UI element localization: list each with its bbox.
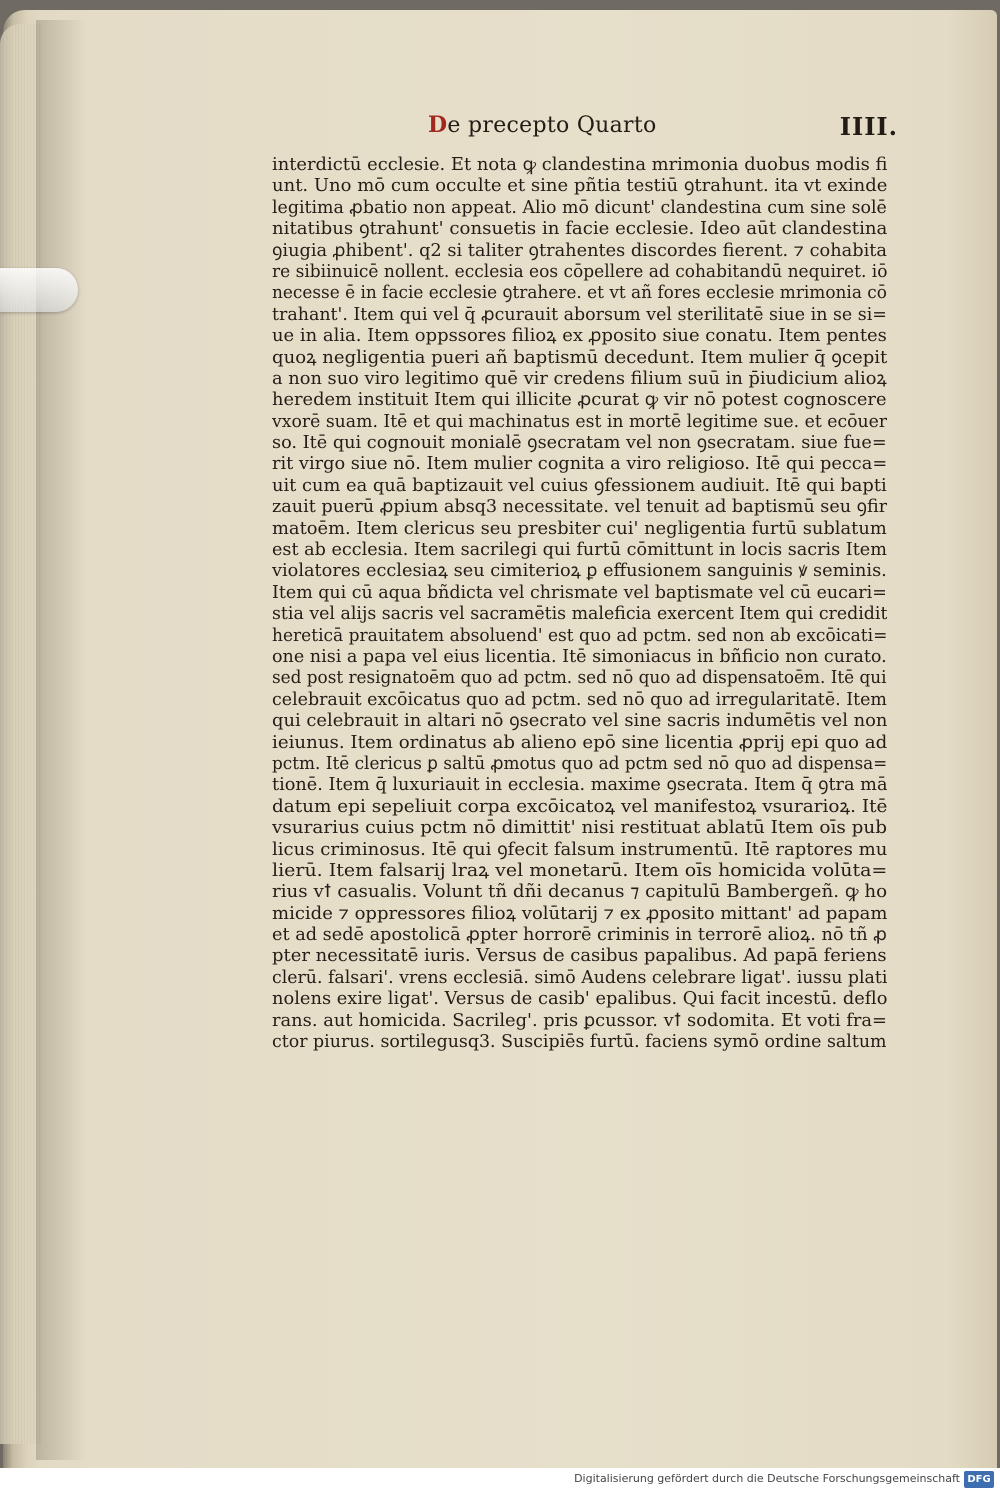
funding-credit: Digitalisierung gefördert durch die Deutsche Forschungsgemeinschaft [574,1472,960,1485]
text-line: licus criminosus. Itē qui ꝯfecit falsum instrumentū. Itē raptores mu [272,839,887,860]
text-line: vxorē suam. Itē et qui machinatus est in mortē legitime sue. et ecōuer [272,411,887,432]
text-line: ꝯiugia ꝓhibent'. q2 si taliter ꝯtrahentes discordes fierent. ⁊ cohabita [272,240,887,261]
text-column [272,155,887,1165]
text-line: micide ⁊ oppressores filioꝝ volūtarij ⁊ ex ꝓposito mittant' ad papam [272,903,888,924]
text-line: hereticā prauitatem absoluend' est quo ad pctm. sed non ab excōicati= [272,625,887,646]
text-line: sed post resignatoēm quo ad pctm. sed nō quo ad dispensatoēm. Itē qui [272,668,887,689]
dfg-logo: DFG [964,1471,994,1488]
text-line: uit cum ea quā baptizauit vel cuius ꝯfessionem audiuit. Itē qui bapti [272,475,887,496]
text-line: a non suo viro legitimo quē vir credens filium suū in p̄iudicium alioꝝ [272,368,887,389]
text-line: ctor piurus. sortilegusq3. Suscipiēs furtū. faciens symō ordine saltum [272,1032,887,1053]
text-line: datum epi sepeliuit corpa excōicatoꝝ vel manifestoꝝ vsurarioꝝ. Itē [272,796,887,817]
text-line: so. Itē qui cognouit monialē ꝯsecratam vel non ꝯsecratam. siue fue= [272,433,887,454]
text-line: unt. Uno mō cum occulte et sine pñtia testiū ꝯtrahunt. ita vt exinde [272,176,888,197]
text-line: re sibiinuicē nollent. ecclesia eos cōpellere ad cohabitandū nequiret. iō [272,261,887,282]
text-line: nolens exire ligat'. Versus de casib' epalibus. Qui facit incestū. deflo [272,989,887,1010]
text-line: quoꝝ negligentia pueri añ baptismū decedunt. Item mulier q̄ ꝯcepit [272,347,887,368]
text-line: pter necessitatē iuris. Versus de casibus papalibus. Ad papā feriens [272,946,887,967]
text-line: qui celebrauit in altari nō ꝯsecrato vel sine sacris indumētis vel non [272,711,887,732]
text-line: celebrauit excōicatus quo ad pctm. sed nō quo ad irregularitatē. Item [272,689,887,710]
footer-bar [0,1468,1000,1494]
page-clip [0,268,78,312]
text-line: trahant'. Item qui vel q̄ ꝓcurauit aborsum vel sterilitatē siue in se si= [272,304,887,325]
text-line: lierū. Item falsarij lraꝝ vel monetarū. Item oīs homicida volūta= [272,860,888,881]
text-line: ieiunus. Item ordinatus ab alieno epō sine licentia ꝓprij epi quo ad [272,732,887,753]
text-line: rit virgo siue nō. Item mulier cognita a viro religioso. Itē qui pecca= [272,454,887,475]
text-line: clerū. falsari'. vrens ecclesiā. simō Audens celebrare ligat'. iussu plati [272,967,887,988]
text-line: ue in alia. Item oppssores filioꝝ ex ꝓposito siue conatu. Item pentes [272,326,887,347]
text-line: et ad sedē apostolicā ꝓpter horrorē criminis in terrorē alioꝝ. nō tñ ꝓ [272,925,887,946]
text-line: nitatibus ꝯtrahunt' consuetis in facie ecclesie. Ideo aūt clandestina [272,219,887,240]
text-line: stia vel alijs sacris vel sacramētis maleficia exercent Item qui credidit [272,604,887,625]
text-line: heredem instituit Item qui illicite ꝓcurat ꝙ vir nō potest cognoscere [272,390,887,411]
text-line: one nisi a papa vel eius licentia. Itē simoniacus in bñficio non curato. [272,646,887,667]
gutter-shadow [36,20,86,1460]
text-line: vsurarius cuius pctm nō dimittit' nisi restituat ablatū Item oīs pub [272,818,887,839]
running-head-text: e precepto Quarto [447,113,657,138]
text-line: legitima ꝓbatio non appeat. Alio mō dicunt' clandestina cum sine solē [272,197,887,218]
text-line: Item qui cū aqua bñdicta vel chrismate vel baptismate vel cū eucari= [272,582,887,603]
text-line: matoēm. Item clericus seu presbiter cui' negligentia furtū sublatum [272,518,887,539]
page-header [428,112,898,148]
text-line: rans. aut homicida. Sacrileg'. pris ꝑcussor. vꝉ sodomita. Et voti fra= [272,1010,887,1031]
text-line: rius vꝉ casualis. Volunt tñ dñi decanus ⁊ capitulū Bambergeñ. ꝙ ho [272,882,887,903]
text-line: interdictū ecclesie. Et nota ꝙ clandestina mrimonia duobus modis fi [272,155,887,175]
folio-number: IIII. [839,112,898,141]
text-line: tionē. Item q̄ luxuriauit in ecclesia. maxime ꝯsecrata. Item q̄ ꝯtra mā [272,775,887,796]
text-line: necesse ē in facie ecclesie ꝯtrahere. et vt añ fores ecclesie mrimonia cō [272,283,887,304]
running-head-initial: D [428,112,448,138]
text-line: pctm. Itē clericus ꝑ saltū ꝓmotus quo ad pctm sed nō quo ad dispensa= [272,753,887,774]
running-head [428,112,657,138]
text-line: zauit puerū ꝓpium absq3 necessitate. vel tenuit ad baptismū seu ꝯfir [272,497,887,518]
text-line: violatores ecclesiaꝝ seu cimiterioꝝ ꝑ effusionem sanguinis ꝟ seminis. [272,561,887,582]
text-line: est ab ecclesia. Item sacrilegi qui furtū cōmittunt in locis sacris Item [272,540,887,561]
